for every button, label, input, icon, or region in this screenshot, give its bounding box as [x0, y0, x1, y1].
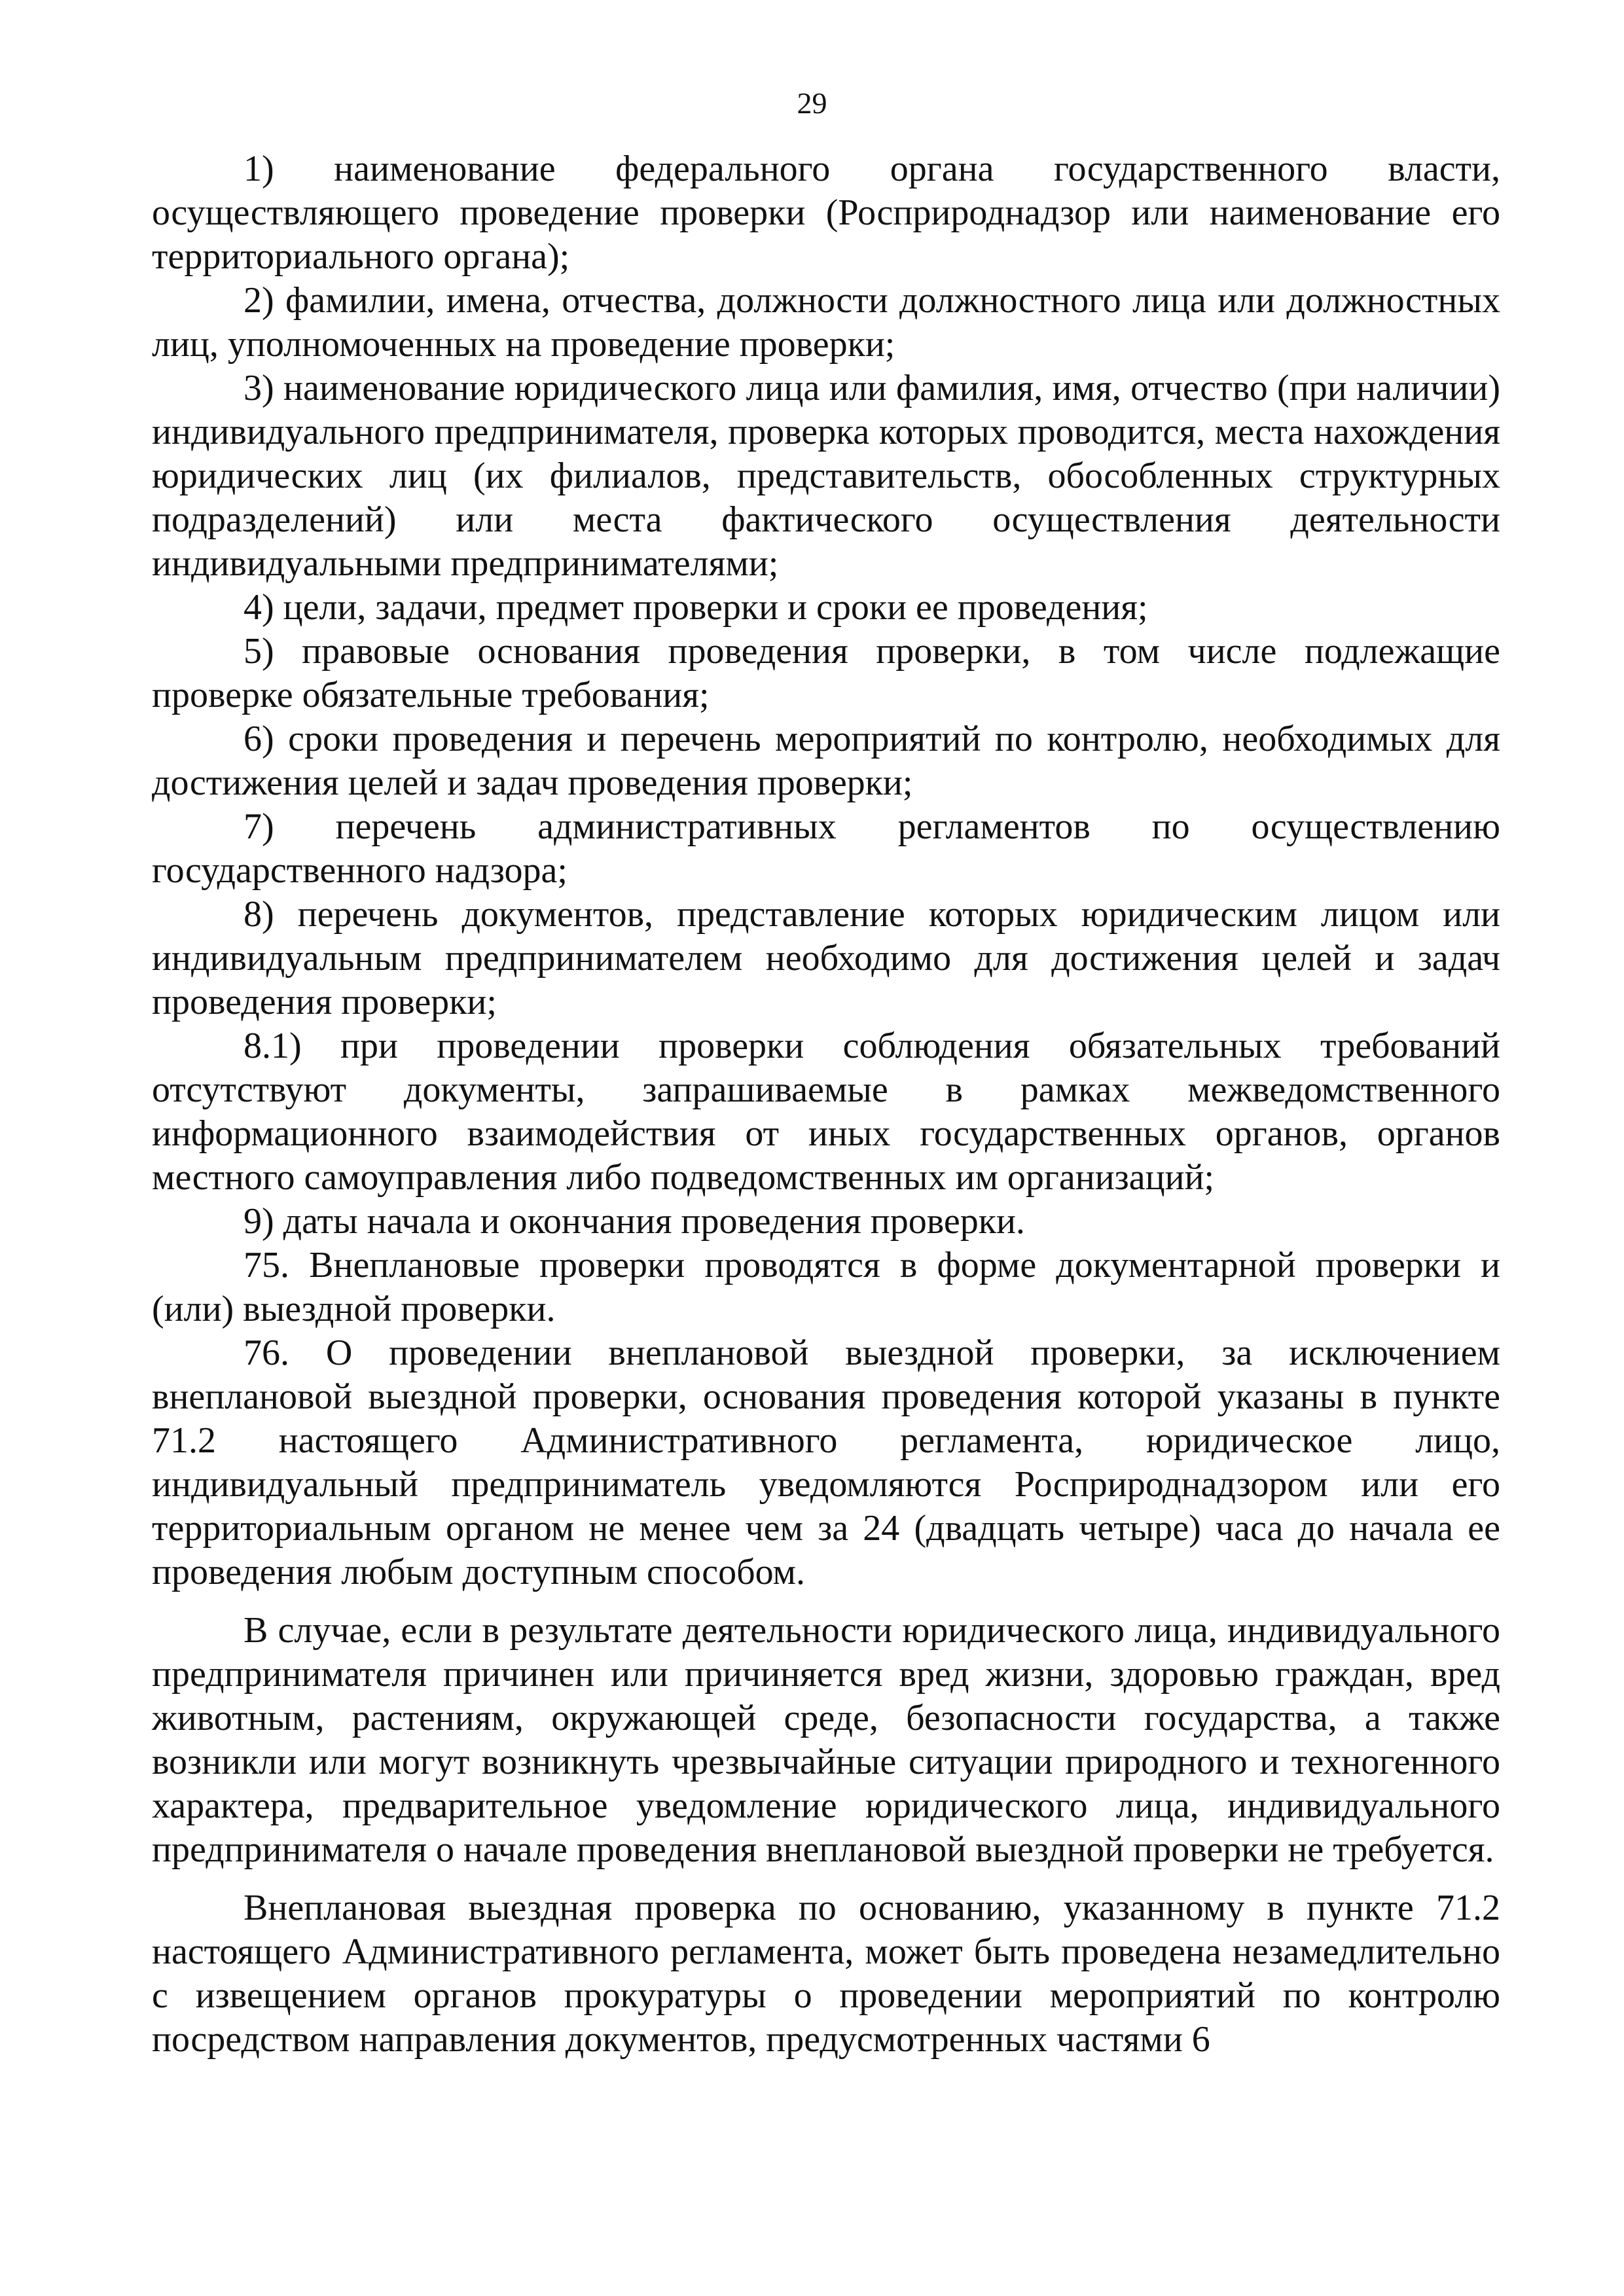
paragraph-clause-76: 76. О проведении внеплановой выездной проверки, за исключением внеплановой выездной проверки, основания проведения которой указаны в пункте 71.2 настоящего Административного регламента, юридическое лицо, индивидуальный предприниматель уведомляются Росприроднадзором или его территориальным органом не менее чем за 24 (двадцать четыре) часа до начала ее проведения любым доступным способом.: [152, 1333, 1500, 1592]
paragraph-item-5: 5) правовые основания проведения проверки, в том числе подлежащие проверке обязательные требования;: [152, 631, 1500, 715]
paragraph-unscheduled-inspection: Внеплановая выездная проверка по основанию, указанному в пункте 71.2 настоящего Административного регламента, может быть проведена незамедлительно с извещением органов прокуратуры о проведении мероприятий по контролю посредством направления документов, предусмотренных частями 6: [152, 1888, 1500, 2060]
paragraph-item-3: 3) наименование юридического лица или фамилия, имя, отчество (при наличии) индивидуального предпринимателя, проверка которых проводится, места нахождения юридических лиц (их филиалов, представительств, обособленных структурных подразделений) или места фактического осуществления деятельности индивидуальными предпринимателями;: [152, 368, 1500, 584]
paragraph-clause-75: 75. Внеплановые проверки проводятся в форме документарной проверки и (или) выездной проверки.: [152, 1245, 1500, 1329]
paragraph-item-2: 2) фамилии, имена, отчества, должности должностного лица или должностных лиц, уполномоченных на проведение проверки;: [152, 280, 1500, 365]
paragraph-item-6: 6) сроки проведения и перечень мероприятий по контролю, необходимых для достижения целей и задач проведения проверки;: [152, 719, 1500, 803]
paragraph-item-4: 4) цели, задачи, предмет проверки и сроки ее проведения;: [244, 587, 1148, 628]
paragraph-emergency-case: В случае, если в результате деятельности юридического лица, индивидуального предпринимателя причинен или причиняется вред жизни, здоровью граждан, вред животным, растениям, окружающей среде, безопасности государства, а также возникли или могут возникнуть чрезвычайные ситуации природного и техногенного характера, предварительное уведомление юридического лица, индивидуального предпринимателя о начале проведения внеплановой выездной проверки не требуется.: [152, 1610, 1500, 1870]
page-number: 29: [797, 86, 827, 120]
document-body: [152, 147, 1500, 2062]
paragraph-item-9: 9) даты начала и окончания проведения проверки.: [244, 1201, 1025, 1242]
paragraph-item-8-1: 8.1) при проведении проверки соблюдения обязательных требований отсутствуют документы, запрашиваемые в рамках межведомственного информационного взаимодействия от иных государственных органов, органов местного самоуправления либо подведомственных им организаций;: [152, 1026, 1500, 1198]
paragraph-item-7: 7) перечень административных регламентов по осуществлению государственного надзора;: [152, 806, 1500, 891]
paragraph-item-1: 1) наименование федерального органа государственного власти, осуществляющего проведение проверки (Росприроднадзор или наименование его территориального органа);: [152, 149, 1500, 277]
paragraph-item-8: 8) перечень документов, представление которых юридическим лицом или индивидуальным предпринимателем необходимо для достижения целей и задач проведения проверки;: [152, 894, 1500, 1022]
